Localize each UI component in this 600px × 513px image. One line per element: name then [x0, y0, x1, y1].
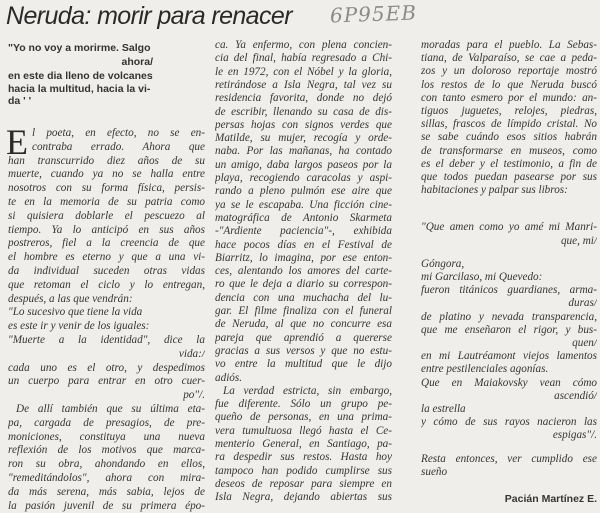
article-text-line: naba. Por las mañanas, ha contado: [215, 145, 392, 158]
epigraph-line: ahora/: [121, 56, 153, 68]
article-text-line: persas hojas con signos verdes que: [215, 118, 392, 131]
epigraph-line: hacia la multitud, hacia la vi-: [8, 83, 151, 95]
article-text-line: que todos puedan pasearse por sus: [421, 171, 597, 183]
article-text-line: contraba errado. Ahora que: [32, 140, 205, 153]
article-text-line: después, a las que vendrán:: [8, 292, 133, 305]
article-text-line: Isla Negra, dejando abiertas sus: [215, 491, 392, 504]
article-text-line: ascendió/: [554, 389, 597, 402]
article-text-line: sillas, frascos de límpido cristal. No: [421, 118, 597, 131]
article-text-line: vida:/: [178, 347, 205, 360]
article-text-line: te en la memoria de su patria como: [8, 196, 205, 208]
article-text-line: reflexión de los motivos que marca-: [8, 444, 205, 457]
article-text-line: la estrella: [421, 403, 466, 415]
article-text-line: los restos de lo que Neruda buscó: [421, 78, 597, 91]
article-text-line: con tanto esmero por el mundo: an-: [421, 91, 597, 104]
article-text-line: que retoman el ciclo y lo entregan,: [8, 278, 205, 291]
article-text-line: muerte, cuando ya no se halla entre: [8, 168, 205, 181]
article-text-line: le en 1972, con el Nóbel y la gloria,: [215, 65, 392, 78]
article-text-line: ra despedir sus restos. Hasta hoy: [215, 451, 392, 464]
article-text-line: tampoco han podido cumplirse sus: [215, 464, 392, 477]
article-text-line: zos y un doloroso reportaje mostró: [421, 65, 597, 78]
epigraph-line: "Yo no voy a morirme. Salgo: [8, 42, 151, 54]
article-text-line: fueron titánicos guardianes, arma-: [421, 284, 597, 297]
article-text-line: si quisiera doblarle el pescuezo al: [8, 209, 205, 222]
article-text-line: sueño: [421, 465, 448, 478]
article-text-line: cia del final, había regresado a Chi-: [215, 52, 392, 65]
article-text-line: po"/.: [183, 389, 205, 402]
article-text-line: -"Ardiente paciencia"-, exhibida: [215, 225, 392, 238]
article-text-line: queño de personas, en una prima-: [215, 411, 392, 424]
article-text-line: han transcurrido diez años de su: [8, 154, 205, 167]
article-text-line: duras/: [568, 297, 597, 310]
epigraph-line: en este dia lleno de volcanes: [8, 70, 153, 82]
article-text-line: adiós.: [215, 371, 243, 384]
article-text-line: tiguos juguetes, relojes, piedras,: [421, 105, 597, 117]
article-text-line: dencia con una muchacha del lu-: [215, 291, 392, 304]
article-text-line: menterio General, en Santiago, pa-: [215, 438, 392, 450]
article-text-line: da individual suceden otras vidas: [8, 265, 205, 277]
article-text-line: espigas"/.: [552, 429, 597, 442]
article-text-line: Que en Maiakovsky vean cómo: [421, 376, 597, 389]
article-text-line: mi Garcilaso, mi Quevedo:: [421, 271, 543, 283]
article-text-line: gracias a sus versos y que no estu-: [215, 344, 392, 357]
article-text-line: De allí también que su última eta-: [16, 403, 205, 415]
article-text-line: quen/: [572, 337, 597, 349]
article-text-line: que, mi/: [560, 234, 597, 247]
article-text-line: Góngora,: [421, 257, 465, 270]
article-text-line: pa, cargada de presagios, de pre-: [8, 416, 205, 429]
epigraph-line: da ' ': [8, 95, 32, 107]
article-text-line: da más serena, más sabia, lejos de: [8, 485, 205, 498]
article-text-line: Biarritz, lo imagina, por ese enton-: [215, 251, 392, 264]
article-text-line: "remeditándolos", ahora con mira-: [8, 472, 205, 484]
article-text-line: tiempo. Ya lo anticipó en sus años: [8, 223, 205, 236]
article-text-line: Resta entonces, ver cumplido ese: [421, 452, 597, 465]
article-text-line: la pasión juvenil de su primera épo-: [8, 499, 205, 512]
article-text-line: en mi Lautréamont viejos lamentos: [421, 350, 597, 363]
article-text-line: vera tumultuosa llegó hasta el Ce-: [215, 424, 392, 437]
article-text-line: de platino y nevada transparencia,: [421, 310, 597, 323]
article-text-line: l poeta, en efecto, no se en-: [32, 127, 205, 139]
article-text-line: es este ir y venir de los iguales:: [8, 320, 150, 333]
article-text-line: La verdad estricta, sin embargo,: [223, 384, 392, 397]
article-text-line: "Muerte a la identidad", dice la: [8, 334, 205, 346]
article-text-line: habitaciones y palpar sus libros:: [421, 184, 568, 197]
article-text-line: ro que le deja a diario su correspon-: [215, 278, 392, 291]
article-text-line: "Lo sucesivo que tiene la vida: [8, 306, 143, 319]
article-text-line: ron su obra, ahondando en ellos,: [8, 458, 205, 471]
article-text-line: es el deber y el testimonio, a fin de: [421, 157, 597, 170]
drop-cap: E: [6, 122, 28, 162]
article-text-line: ya se le escapaba. Una ficción cine-: [215, 198, 392, 211]
article-text-line: matográfica de Antonio Skarmeta: [215, 211, 392, 224]
article-text-line: playa, recogiendo caracolas y aspi-: [215, 172, 392, 184]
article-text-line: de Neruda, al que no concurre esa: [215, 318, 392, 331]
article-text-line: moniciones, constituya una nueva: [8, 430, 205, 443]
article-text-line: un amigo, daba largos paseos por la: [215, 158, 392, 171]
article-text-line: residencia favorita, donde no dejó: [215, 92, 392, 105]
article-text-line: se sabe cuándo esos sitios habrán: [421, 131, 597, 144]
article-text-line: Matilde, su mujer, recogía y orde-: [215, 132, 392, 145]
article-text-line: "Que amen como yo amé mi Manri-: [421, 221, 597, 234]
article-text-line: ca. Ya enfermo, con plena concien-: [215, 39, 392, 51]
article-text-line: de escribir, llenando su casa de dis-: [215, 105, 392, 118]
article-text-line: cada uno es el otro, y despedimos: [8, 361, 205, 374]
article-text-line: nosotros con su forma física, persis-: [8, 182, 205, 195]
article-text-line: moradas para el pueblo. La Sebas-: [421, 39, 597, 51]
article-text-line: deseos de reposar para siempre en: [215, 477, 392, 490]
article-text-line: postreros, fiel a la creencia de que: [8, 237, 205, 250]
article-text-line: tiana, de Valparaíso, se cae a peda-: [421, 52, 597, 65]
article-text-line: rando a pleno pulmón ese aire que: [215, 185, 392, 198]
article-text-line: gar. El filme finaliza con el funeral: [215, 305, 392, 317]
article-text-line: retirándose a Isla Negra, tal vez su: [215, 78, 392, 91]
handwritten-archive-note: 6P95EB: [329, 0, 418, 28]
author-byline: Pacián Martínez E.: [504, 493, 597, 505]
article-text-line: pareja que aprendió a quererse: [215, 331, 392, 344]
article-text-line: fue diferente. Sólo un grupo pe-: [215, 398, 392, 411]
article-text-line: ces, alentando los amores del carte-: [215, 265, 392, 278]
article-text-line: hace pocos días en el Festival de: [215, 238, 392, 251]
article-text-line: y cómo de sus rayos nacieron las: [421, 416, 597, 429]
article-text-line: que me enseñaron el rigor, y bus-: [421, 323, 597, 336]
article-title: Neruda: morir para renacer: [6, 2, 292, 30]
article-text-line: entre pestilenciales agonías.: [421, 363, 549, 376]
article-text-line: el hombre es eterno y que a una vi-: [8, 251, 205, 264]
article-text-line: vo entre la multitud que le dijo: [215, 358, 392, 371]
article-text-line: un cuerpo para entrar en otro cuer-: [8, 375, 205, 388]
article-text-line: de transformarse en museos, como: [421, 144, 597, 157]
